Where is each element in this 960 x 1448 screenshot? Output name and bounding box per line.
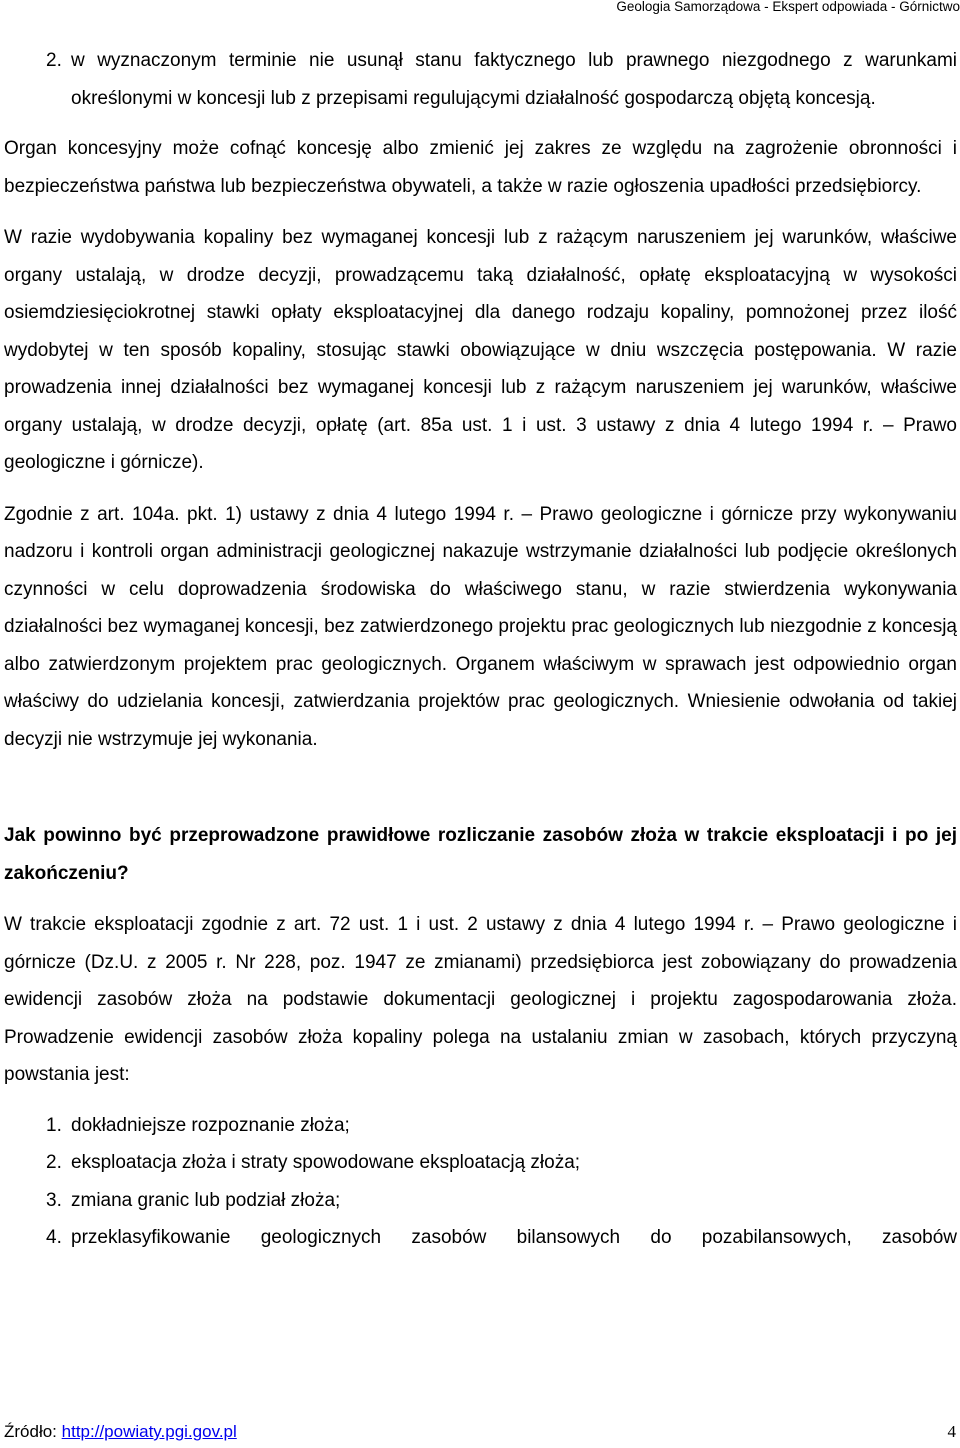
list-item-text: dokładniejsze rozpoznanie złoża; (71, 1114, 350, 1136)
footer-source (4, 1418, 237, 1446)
answer-list (4, 1107, 957, 1257)
document-body (4, 42, 957, 1257)
page-number: 4 (947, 1422, 956, 1441)
list-item-number: 2. (46, 1152, 62, 1173)
list-item (4, 1144, 957, 1182)
header-title: Geologia Samorządowa - Ekspert odpowiada - Górnictwo (616, 0, 960, 14)
paragraph-unlicensed-extraction: W razie wydobywania kopaliny bez wymaganej koncesji lub z rażącym naruszeniem jej warunków, właściwe organy ustalają, w drodze decyzji, prowadzącemu taką działalność, opłatę eksploatacyjną w wysokości osiemdziesięciokrotnej stawki opłaty eksploatacyjnej dla danego rodzaju kopaliny, pomnożonej przez ilość wydobytej w ten sposób kopaliny, stosując stawki obowiązujące w dniu wszczęcia postępowania. W razie prowadzenia innej działalności bez wymaganej koncesji lub z rażącym naruszeniem jej warunków, właściwe organy ustalają, w drodze decyzji, opłatę (art. 85a ust. 1 i ust. 3 ustawy z dnia 4 lutego 1994 r. – Prawo geologiczne i górnicze). (4, 227, 957, 473)
list-item-text: zmiana granic lub podział złoża; (71, 1189, 341, 1211)
list-item (4, 1107, 957, 1145)
list-item (4, 1219, 957, 1257)
source-label: Źródło: (4, 1422, 62, 1441)
answer-paragraph: W trakcie eksploatacji zgodnie z art. 72 ust. 1 i ust. 2 ustawy z dnia 4 lutego 1994 r. – Prawo geologiczne i górnicze (Dz.U. z 2005 r. Nr 228, poz. 1947 ze zmianami) przedsiębiorca jest zobowiązany do prowadzenia ewidencji zasobów złoża na podstawie dokumentacji geologicznej i projektu zagospodarowania złoża. Prowadzenie ewidencji zasobów złoża kopaliny polega na ustalaniu zmian w zasobach, których przyczyną powstania jest: (4, 914, 957, 1085)
paragraph-supervision: Zgodnie z art. 104a. pkt. 1) ustawy z dnia 4 lutego 1994 r. – Prawo geologiczne i górnicze przy wykonywaniu nadzoru i kontroli organ administracji geologicznej nakazuje wstrzymanie działalności lub podjęcie określonych czynności w celu doprowadzenia środowiska do właściwego stanu, w razie stwierdzenia wykonywania działalności bez wymaganej koncesji, bez zatwierdzonego projektu prac geologicznych lub niezgodnie z koncesją albo zatwierdzonym projektem prac geologicznych. Organem właściwym w sprawach jest odpowiednio organ właściwy do udzielania koncesji, zatwierdzania projektów prac geologicznych. Wniesienie odwołania od takiej decyzji nie wstrzymuje jej wykonania. (4, 503, 957, 750)
list-item-number: 2. (46, 50, 62, 71)
page-footer (4, 1418, 956, 1446)
list-item-text: przeklasyfikowanie geologicznych zasobów bilansowych do pozabilansowych, zasobów (71, 1227, 957, 1248)
source-link[interactable]: http://powiaty.pgi.gov.pl (61, 1422, 237, 1441)
question-heading: Jak powinno być przeprowadzone prawidłowe rozliczanie zasobów złoża w trakcie eksploatacji i po jej zakończeniu? (4, 825, 957, 884)
list-item-text: eksploatacja złoża i straty spowodowane eksploatacją złoża; (71, 1152, 581, 1173)
list-item-number: 3. (46, 1189, 62, 1211)
list-item (4, 1182, 957, 1220)
list-item-text: w wyznaczonym terminie nie usunął stanu faktycznego lub prawnego niezgodnego z warunkami określonymi w koncesji lub z przepisami regulującymi działalność gospodarczą objętą koncesją. (71, 50, 957, 109)
list-item-number: 1. (46, 1114, 62, 1136)
list-item (4, 42, 957, 117)
paragraph-revocation: Organ koncesyjny może cofnąć koncesję albo zmienić jej zakres ze względu na zagrożenie obronności i bezpieczeństwa państwa lub bezpieczeństwa obywateli, a także w razie ogłoszenia upadłości przedsiębiorcy. (4, 138, 957, 197)
list-item-number: 4. (46, 1227, 62, 1248)
page-header (0, 0, 960, 14)
